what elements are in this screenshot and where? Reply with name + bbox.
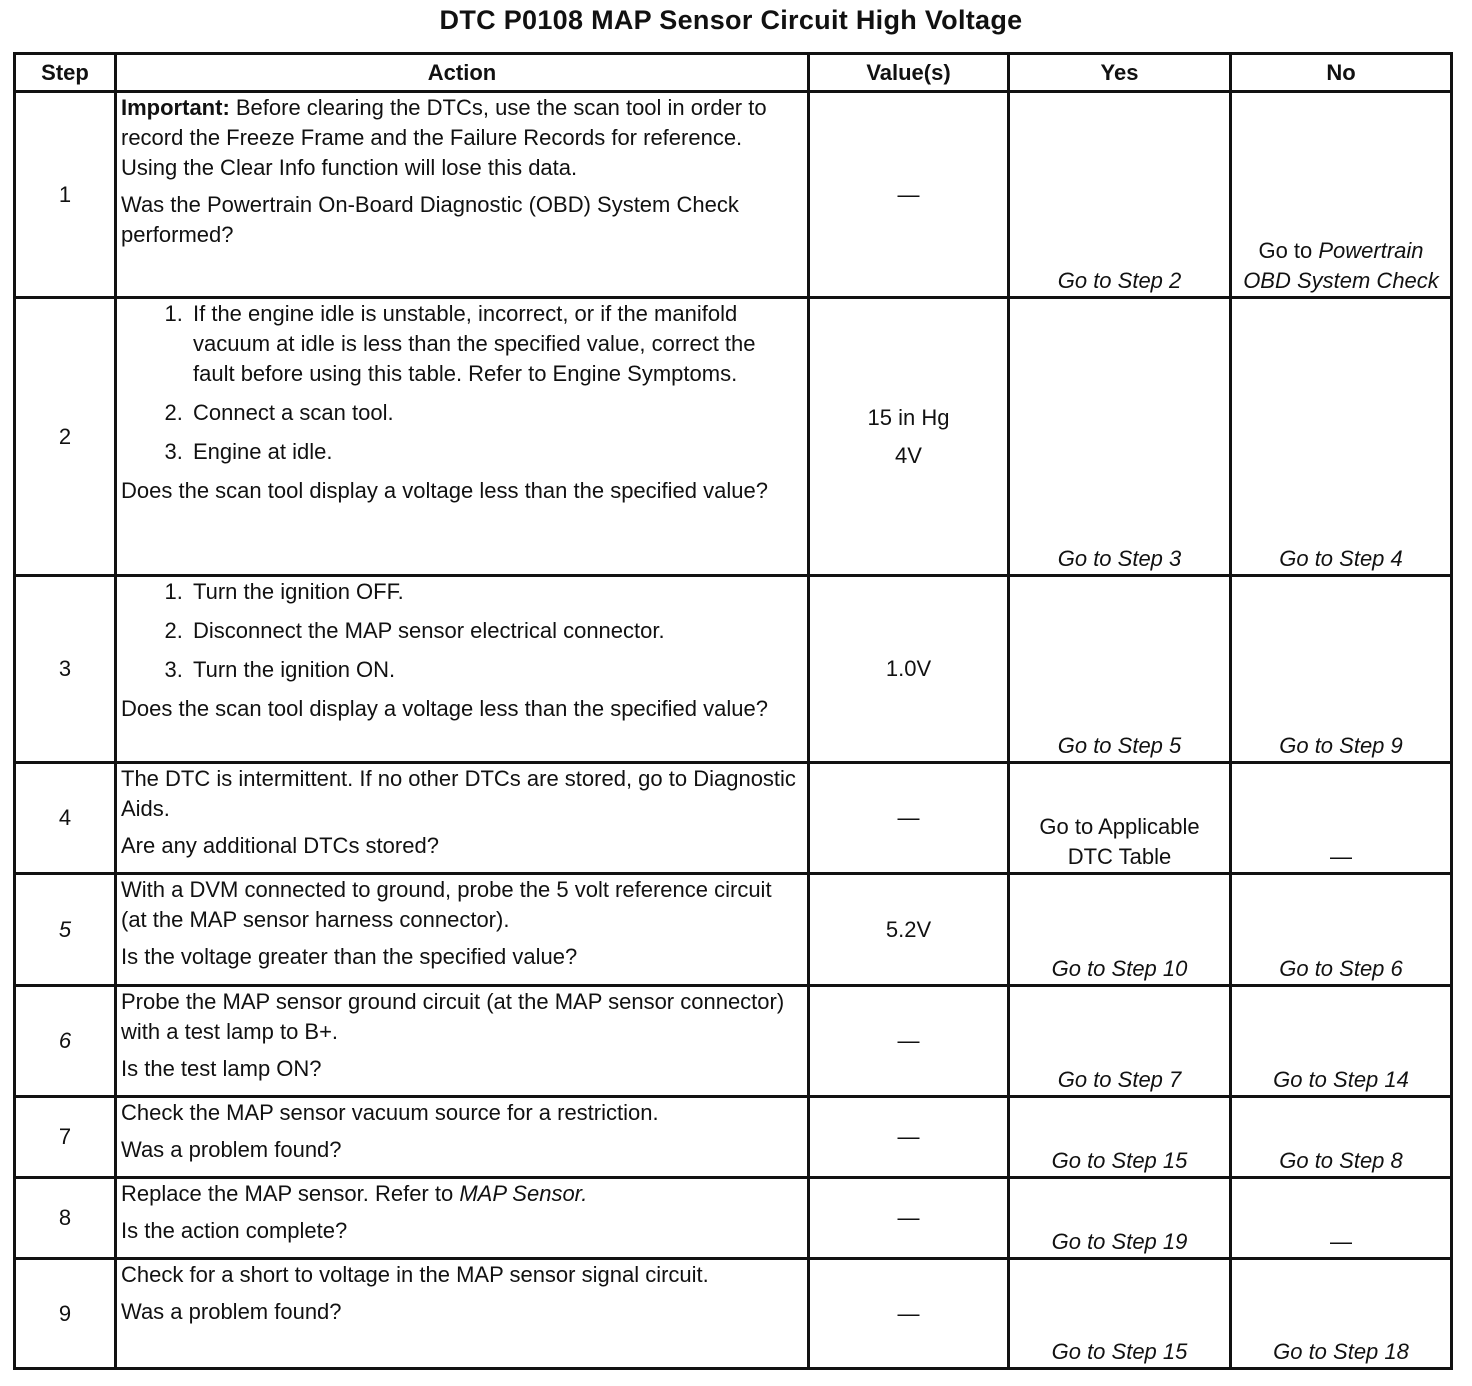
value-cell [809,92,1009,298]
header-values: Value(s) [809,54,1009,92]
action-text: With a DVM connected to ground, probe the 5 volt reference circuit (at the MAP sensor harness connector). [121,877,772,932]
value-text: — [897,805,920,830]
value-vacuum: 15 in Hg [867,404,950,430]
step-number: 7 [15,1097,116,1178]
no-link[interactable]: Go to Step 4 [1231,298,1452,576]
action-question: Was the Powertrain On-Board Diagnostic (OBD) System Check performed? [121,192,739,247]
no-value: — [1231,763,1452,874]
step-number: 1 [15,92,116,298]
value-cell [809,1259,1009,1369]
important-note [121,93,803,183]
action-text: Check for a short to voltage in the MAP sensor signal circuit. [121,1262,709,1287]
action-cell [116,576,809,763]
yes-link[interactable]: Go to Step 7 [1009,986,1231,1097]
list-item: 2. Connect a scan tool. [189,398,803,428]
value-text: — [897,1300,920,1326]
value-cell [809,1178,1009,1259]
table-row-step-1 [15,92,1452,298]
yes-link[interactable]: Go to Step 3 [1009,298,1231,576]
action-cell [116,92,809,298]
list-item: 1. Turn the ignition OFF. [189,577,803,607]
step-number: 3 [15,576,116,763]
action-cell [116,763,809,874]
value-cell [809,1097,1009,1178]
no-link[interactable]: Go to Step 9 [1231,576,1452,763]
no-link-prefix: Go to [1258,238,1319,263]
action-cell [116,874,809,986]
action-steps-list [121,577,803,685]
important-text: Before clearing the DTCs, use the scan tool in order to record the Freeze Frame and the Failure Records for reference. Using the Clear Info function will lose this data. [121,95,767,180]
step-number: 6 [15,986,116,1097]
action-text: Probe the MAP sensor ground circuit (at the MAP sensor connector) with a test lamp to B+. [121,989,785,1044]
value-cell [809,298,1009,576]
action-question: Is the action complete? [121,1218,348,1243]
value-text: 5.2V [885,916,932,942]
action-question: Does the scan tool display a voltage less than the specified value? [121,478,768,503]
action-question: Does the scan tool display a voltage less than the specified value? [121,696,768,721]
no-link[interactable]: Go to Step 8 [1231,1097,1452,1178]
important-label: Important: [121,95,230,120]
table-header-row [15,54,1452,92]
step-number: 2 [15,298,116,576]
list-item: 3. Engine at idle. [189,437,803,467]
no-link[interactable]: Go to Step 6 [1231,874,1452,986]
value-text: — [897,1028,920,1053]
action-cell [116,1259,809,1369]
no-link[interactable] [1231,92,1452,298]
yes-link[interactable]: Go to Step 10 [1009,874,1231,986]
table-row-step-3 [15,576,1452,763]
action-question: Is the voltage greater than the specified value? [121,944,578,969]
step-number: 4 [15,763,116,874]
table-row-step-6 [15,986,1452,1097]
table-row-step-5 [15,874,1452,986]
header-action: Action [116,54,809,92]
dtc-diagnostic-table [13,52,1453,1370]
step-number: 9 [15,1259,116,1369]
header-step: Step [15,54,116,92]
value-cell [809,874,1009,986]
table-row-step-4 [15,763,1452,874]
action-cell [116,1097,809,1178]
step-number: 8 [15,1178,116,1259]
action-text: Check the MAP sensor vacuum source for a restriction. [121,1100,659,1125]
list-item: 2. Disconnect the MAP sensor electrical connector. [189,616,803,646]
action-question: Are any additional DTCs stored? [121,833,439,858]
header-no: No [1231,54,1452,92]
step-number: 5 [15,874,116,986]
table-row-step-9 [15,1259,1452,1369]
value-voltage: 4V [895,442,922,468]
value-text: — [897,181,920,207]
value-text: — [897,1205,920,1230]
action-text [121,1179,803,1209]
no-link-target: Powertrain OBD System Check [1243,238,1439,293]
yes-link[interactable]: Go to Applicable DTC Table [1009,763,1231,874]
yes-link[interactable]: Go to Step 15 [1009,1097,1231,1178]
list-item: 1. If the engine idle is unstable, incorrect, or if the manifold vacuum at idle is less than the specified value, correct the fault before using this table. Refer to Engine Symptoms. [189,299,803,389]
action-text: The DTC is intermittent. If no other DTCs are stored, go to Diagnostic Aids. [121,766,796,821]
action-steps-list [121,299,803,467]
list-item: 3. Turn the ignition ON. [189,655,803,685]
header-yes: Yes [1009,54,1231,92]
value-text: — [897,1124,920,1149]
no-value: — [1231,1178,1452,1259]
action-question: Was a problem found? [121,1299,342,1324]
action-question: Was a problem found? [121,1137,342,1162]
action-cell [116,1178,809,1259]
yes-link[interactable]: Go to Step 15 [1009,1259,1231,1369]
value-cell [809,763,1009,874]
no-link[interactable]: Go to Step 14 [1231,986,1452,1097]
value-cell [809,986,1009,1097]
page-title: DTC P0108 MAP Sensor Circuit High Voltage [439,5,1023,35]
table-row-step-7 [15,1097,1452,1178]
action-cell [116,298,809,576]
yes-link[interactable]: Go to Step 5 [1009,576,1231,763]
value-text: 1.0V [885,656,932,681]
yes-link[interactable]: Go to Step 2 [1009,92,1231,298]
action-cell [116,986,809,1097]
yes-link[interactable]: Go to Step 19 [1009,1178,1231,1259]
action-question: Is the test lamp ON? [121,1056,322,1081]
table-row-step-8 [15,1178,1452,1259]
map-sensor-link[interactable]: MAP Sensor. [459,1181,588,1206]
no-link[interactable]: Go to Step 18 [1231,1259,1452,1369]
action-text-prefix: Replace the MAP sensor. Refer to [121,1181,460,1206]
table-row-step-2 [15,298,1452,576]
value-cell [809,576,1009,763]
